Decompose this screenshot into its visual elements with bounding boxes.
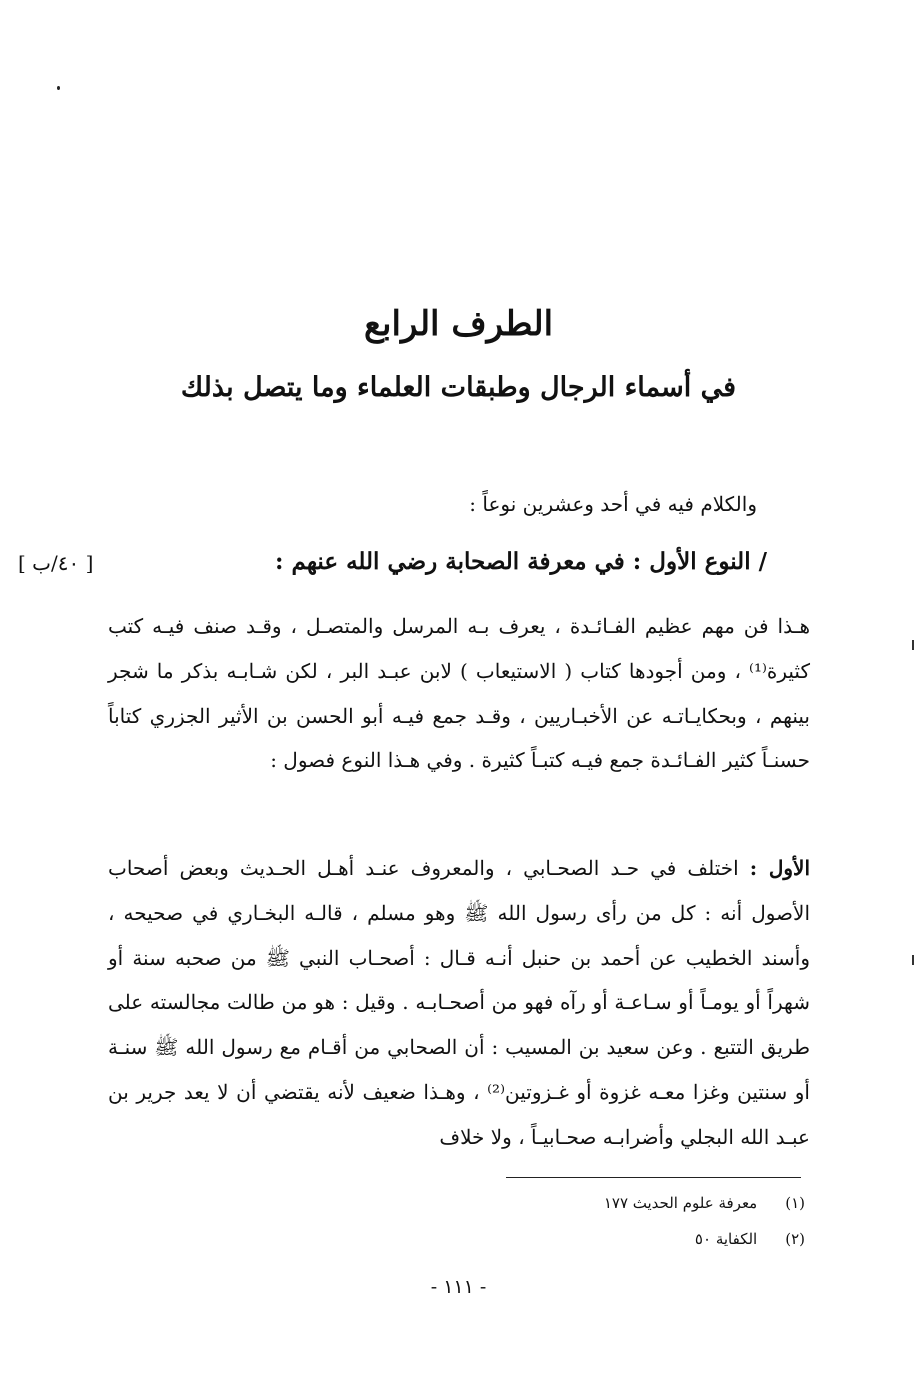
footnote-2-text: الكفاية ٥٠ xyxy=(694,1230,758,1248)
paragraph-2-lead: الأول : xyxy=(749,856,811,880)
footnote-2 xyxy=(695,1230,805,1248)
chapter-title: الطرف الرابع xyxy=(363,304,554,344)
page-number: - ١١١ - xyxy=(430,1276,487,1298)
footnote-divider xyxy=(506,1177,801,1178)
intro-line: والكلام فيه في أحد وعشرين نوعاً : xyxy=(469,492,757,516)
footnote-1 xyxy=(604,1194,805,1212)
paragraph-1: هـذا فن مهم عظيم الفـائـدة ، يعرف بـه المرسل والمتصـل ، وقـد صنف فيـه كتب كثيرة⁽¹⁾ ، ومن أجودها كتاب ( الاستيعاب ) لابن عبـد البر ، لكن شـابـه بذكر ما شجر بينهم ، وبحكايـاتـه عن الأخبـاريين ، وقـد جمع فيـه أبو الحسن بن الأثير الجزري كتاباً حسنـاً كثير الفـائـدة جمع فيـه كتبـاً كثيرة . وفي هـذا النوع فصول : xyxy=(108,614,810,773)
footnote-1-number: (١) xyxy=(785,1194,805,1212)
stray-mark xyxy=(57,86,60,90)
manuscript-folio-ref: [ ٤٠/ب ] xyxy=(18,551,94,575)
paragraph-2 xyxy=(108,846,810,1160)
edge-mark xyxy=(912,955,914,965)
edge-mark xyxy=(912,640,914,650)
footnote-2-number: (٢) xyxy=(785,1230,805,1248)
chapter-subtitle: في أسماء الرجال وطبقات العلماء وما يتصل بذلك xyxy=(180,372,737,403)
footnote-1-text: معرفة علوم الحديث ١٧٧ xyxy=(603,1194,758,1212)
section-heading: / النوع الأول : في معرفة الصحابة رضي الله عنهم : xyxy=(275,548,767,575)
paragraph-2-body: اختلف في حـد الصحـابي ، والمعروف عنـد أهـل الحـديث وبعض أصحاب الأصول أنه : كل من رأى رسول الله ﷺ وهو مسلم ، قالـه البخـاري في صحيحه ، وأسند الخطيب عن أحمد بن حنبل أنـه قـال : أصحـاب النبي ﷺ من صحبه سنة أو شهراً أو يومـاً أو سـاعـة أو رآه فهو من أصحـابـه . وقيل : هو من طالت مجالسته على طريق التتبع . وعن سعيد بن المسيب : أن الصحابي من أقـام مع رسول الله ﷺ سنـة أو سنتين وغزا معـه غزوة أو غـزوتين⁽²⁾ ، وهـذا ضعيف لأنه يقتضي أن لا يعد جرير بن عبـد الله البجلي وأضرابـه صحـابيـاً ، ولا خلاف xyxy=(108,856,810,1149)
